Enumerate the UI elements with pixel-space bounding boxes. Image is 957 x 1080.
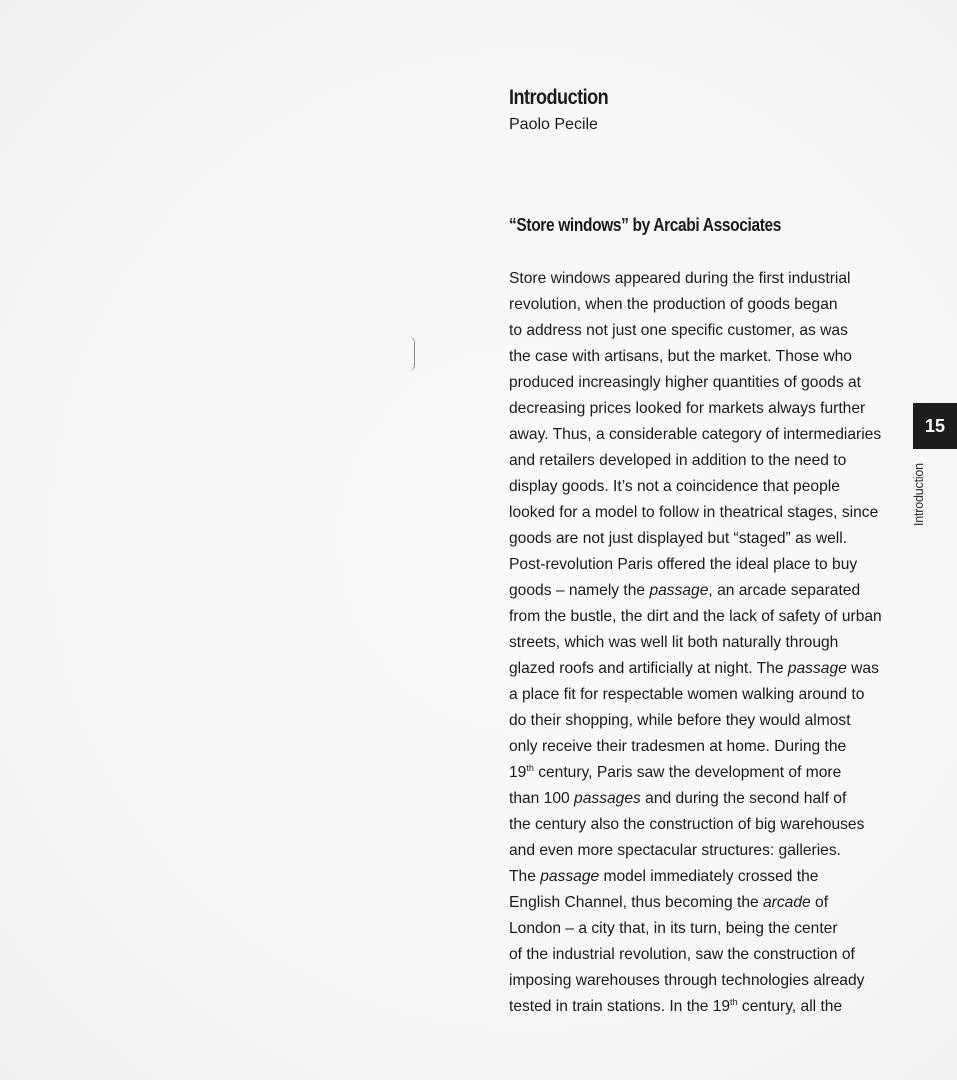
text-run: produced increasingly higher quantities of goods at <box>509 374 861 391</box>
body-line <box>509 786 909 812</box>
text-column <box>509 84 909 1015</box>
text-run: and retailers developed in addition to the need to <box>509 452 847 469</box>
text-run: away. Thus, a considerable category of intermediaries <box>509 426 882 443</box>
body-line <box>509 734 909 760</box>
text-run: of <box>810 894 829 911</box>
text-run: the century also the construction of big warehouses <box>509 816 865 833</box>
body-line <box>509 266 909 292</box>
body-line <box>509 708 909 734</box>
text-run: of the industrial revolution, saw the construction of <box>509 946 855 963</box>
body-text <box>509 266 909 1020</box>
section-title: “Store windows” by Arcabi Associates <box>509 215 782 235</box>
italic-term: passage <box>649 582 709 599</box>
body-line <box>509 968 909 994</box>
body-line <box>509 474 909 500</box>
body-line <box>509 604 909 630</box>
body-line <box>509 370 909 396</box>
text-run: century, Paris saw the development of more <box>533 764 842 781</box>
text-run: from the bustle, the dirt and the lack of safety of urban <box>509 608 882 625</box>
ordinal-suffix: th <box>526 763 534 773</box>
text-run: streets, which was well lit both naturally through <box>509 634 839 651</box>
body-line <box>509 760 909 786</box>
body-line <box>509 630 909 656</box>
body-line <box>509 396 909 422</box>
text-run: Post-revolution Paris offered the ideal place to buy <box>509 556 858 573</box>
body-line <box>509 890 909 916</box>
section-side-label: Introduction <box>912 463 926 526</box>
body-line <box>509 292 909 318</box>
text-run: The <box>509 868 541 885</box>
scan-mark <box>408 336 415 372</box>
body-line <box>509 812 909 838</box>
text-run: tested in train stations. In the 19 <box>509 998 731 1015</box>
body-line <box>509 500 909 526</box>
body-line <box>509 942 909 968</box>
text-run: , an arcade separated <box>708 582 861 599</box>
text-run: the case with artisans, but the market. Those who <box>509 348 852 365</box>
text-run: a place fit for respectable women walking around to <box>509 686 865 703</box>
author-name: Paolo Pecile <box>509 116 598 133</box>
page-title: Introduction <box>509 86 609 109</box>
text-run: 19 <box>509 764 527 781</box>
body-line <box>509 448 909 474</box>
text-run: decreasing prices looked for markets always further <box>509 400 866 417</box>
text-run: and during the second half of <box>640 790 847 807</box>
body-line <box>509 344 909 370</box>
body-line <box>509 656 909 682</box>
text-run: goods are not just displayed but “staged” as well. <box>509 530 848 547</box>
ordinal-suffix: th <box>730 997 738 1007</box>
text-run: revolution, when the production of goods began <box>509 296 838 313</box>
italic-term: passages <box>574 790 641 807</box>
body-line <box>509 838 909 864</box>
page-number-tab <box>913 403 957 449</box>
text-run: goods – namely the <box>509 582 650 599</box>
text-run: English Channel, thus becoming the <box>509 894 763 911</box>
text-run: than 100 <box>509 790 575 807</box>
body-line <box>509 864 909 890</box>
body-line <box>509 318 909 344</box>
text-run: glazed roofs and artificially at night. The <box>509 660 788 677</box>
italic-term: passage <box>787 660 847 677</box>
page-number: 15 <box>924 415 946 436</box>
body-line <box>509 578 909 604</box>
text-run: London – a city that, in its turn, being the center <box>509 920 838 937</box>
text-run: do their shopping, while before they would almost <box>509 712 851 729</box>
italic-term: passage <box>540 868 600 885</box>
text-run: model immediately crossed the <box>599 868 819 885</box>
body-line <box>509 916 909 942</box>
text-run: imposing warehouses through technologies already <box>509 972 865 989</box>
text-run: was <box>846 660 879 677</box>
text-run: Store windows appeared during the first industrial <box>509 270 851 287</box>
body-line <box>509 526 909 552</box>
text-run: only receive their tradesmen at home. During the <box>509 738 847 755</box>
body-line <box>509 994 909 1020</box>
body-line <box>509 682 909 708</box>
body-line <box>509 552 909 578</box>
body-line <box>509 422 909 448</box>
text-run: century, all the <box>737 998 843 1015</box>
text-run: looked for a model to follow in theatrical stages, since <box>509 504 879 521</box>
text-run: and even more spectacular structures: galleries. <box>509 842 841 859</box>
italic-term: arcade <box>763 894 811 911</box>
text-run: display goods. It’s not a coincidence that people <box>509 478 840 495</box>
text-run: to address not just one specific customer, as was <box>509 322 848 339</box>
